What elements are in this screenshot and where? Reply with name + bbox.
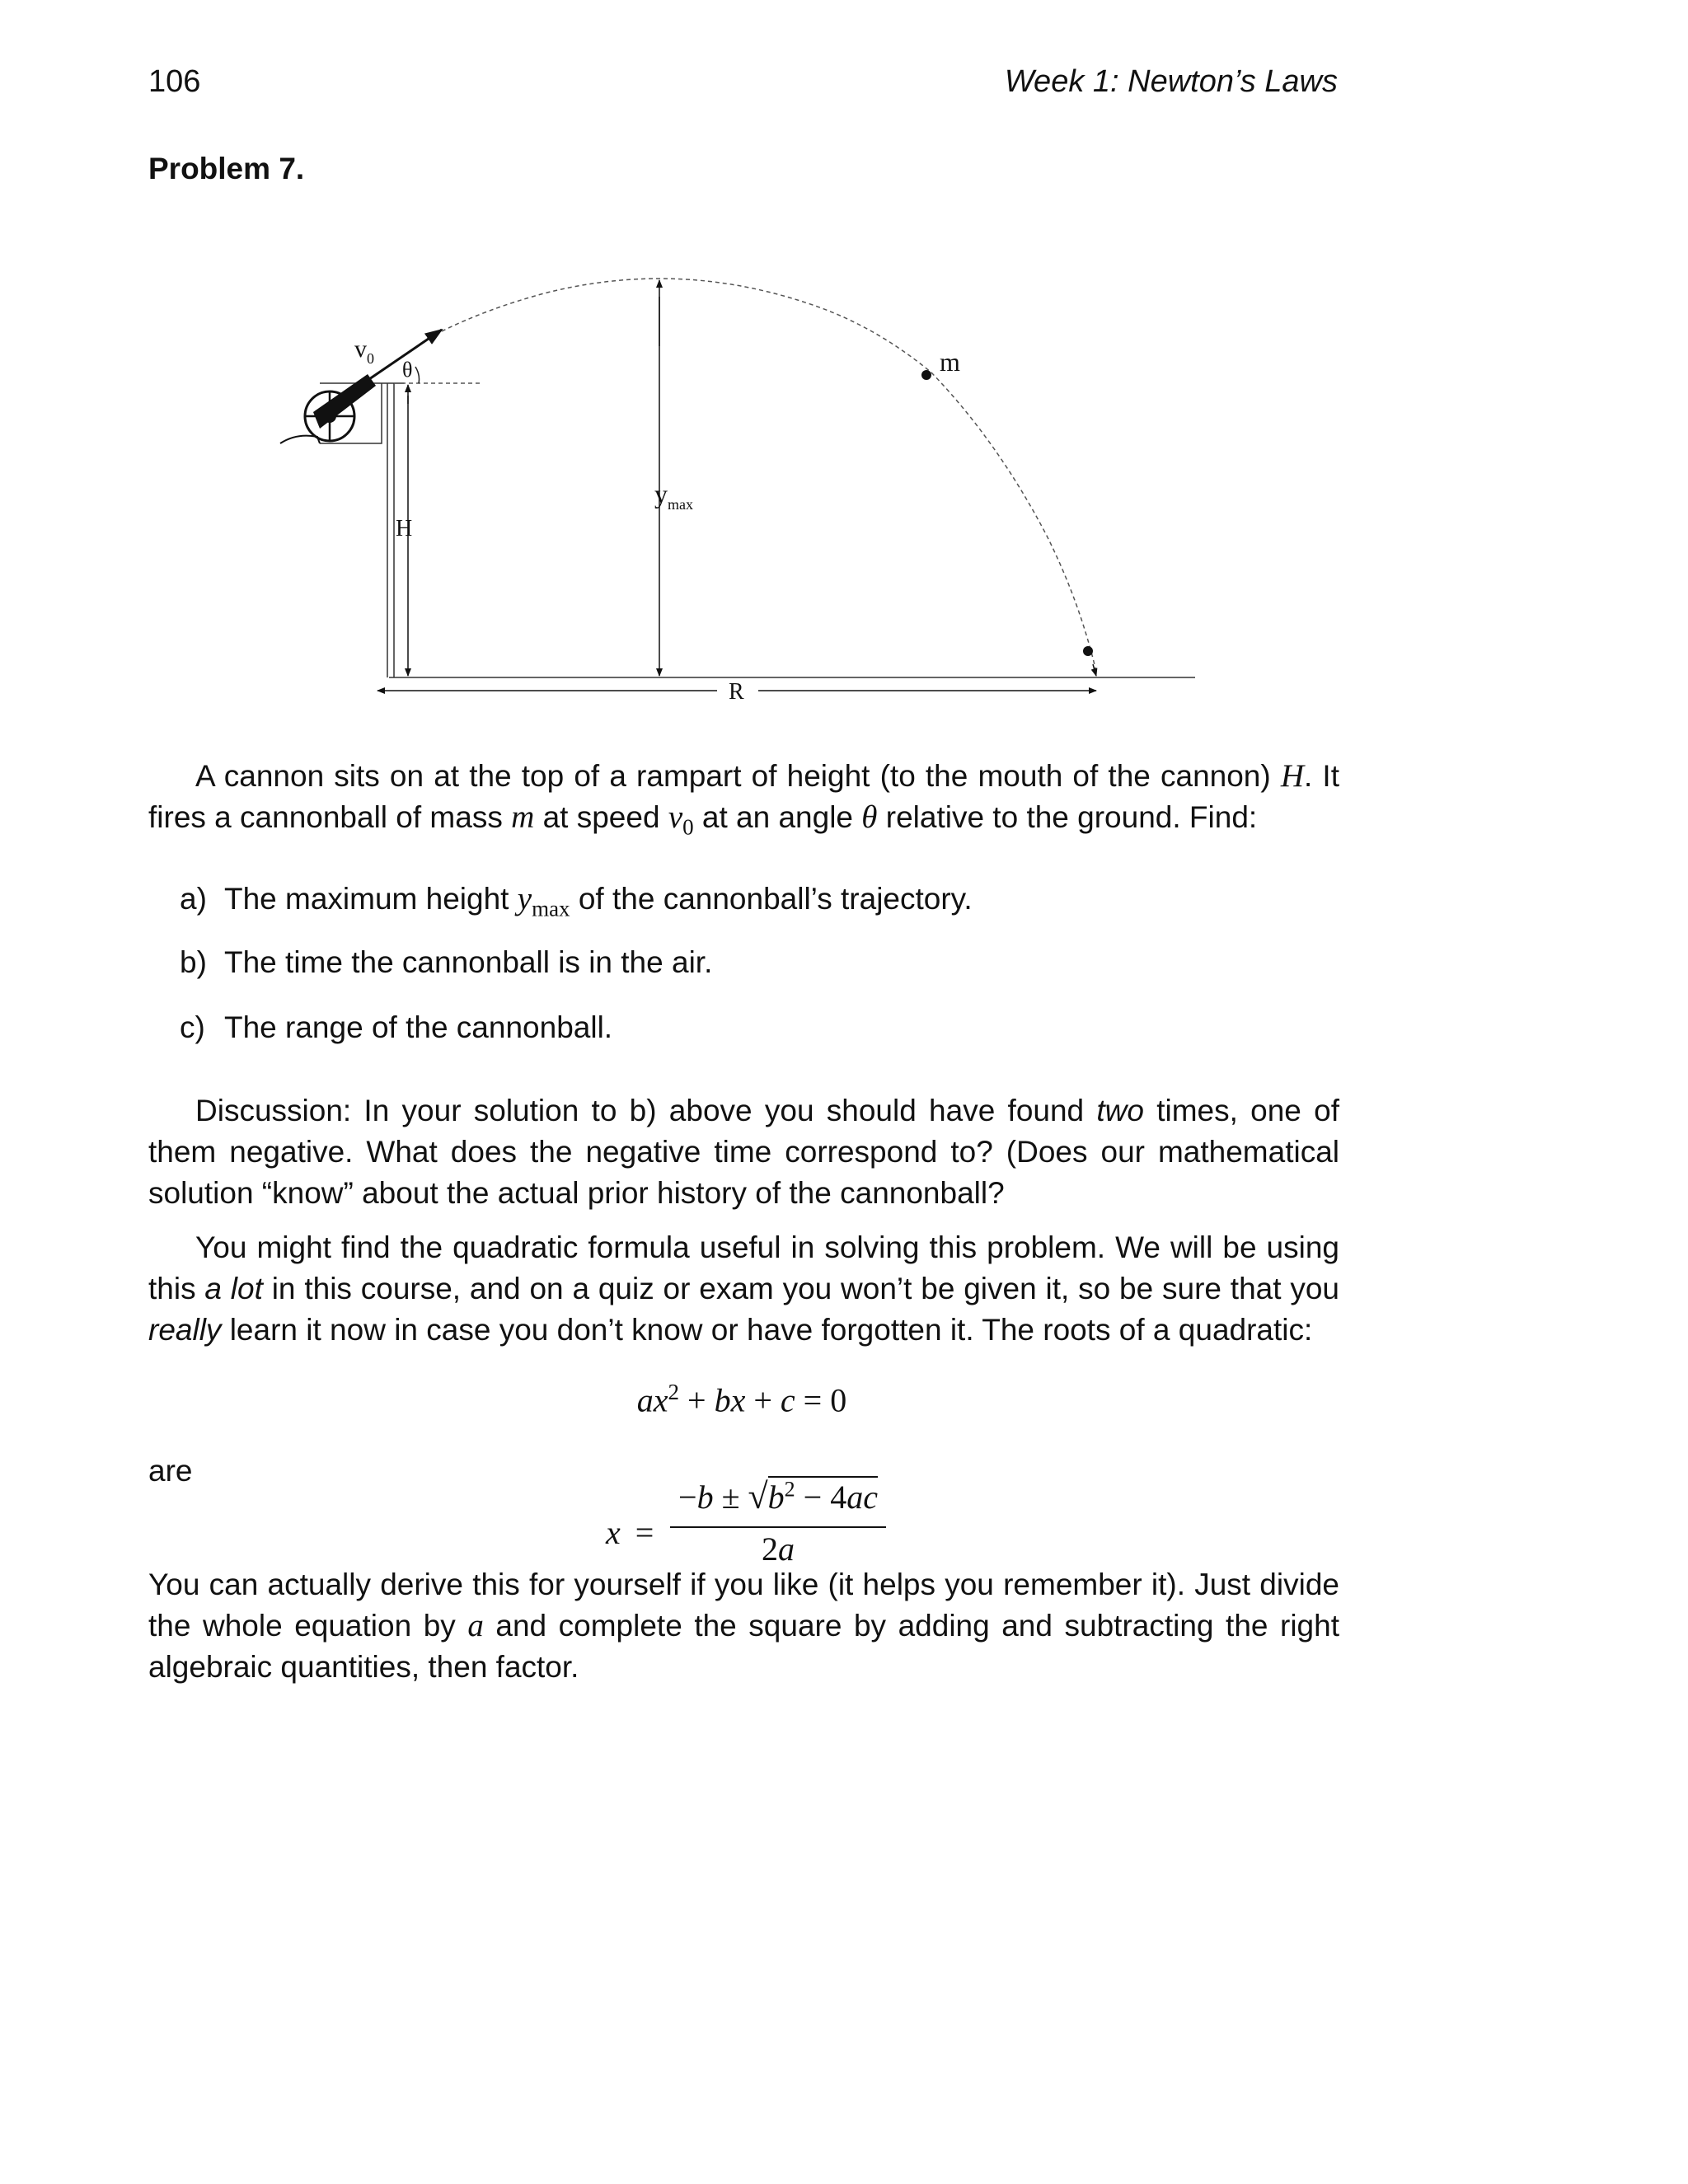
range-label: R bbox=[729, 679, 744, 705]
projectile-figure bbox=[272, 264, 1212, 725]
trajectory-curve bbox=[442, 279, 1096, 672]
formula-numerator: $-b \pm √b^2 - 4ac$ bbox=[678, 1476, 878, 1516]
quadratic-equation: $ax^2$ + bx + c = 0 bbox=[636, 1380, 847, 1419]
cannon-barrel bbox=[313, 374, 376, 429]
conclusion-paragraph: You can actually derive this for yourself if you like (it helps you remember it). Just divide the whole equation by a and complete the square by adding and subtracting the right algebraic quantities, then factor. bbox=[148, 1568, 1339, 1684]
v0-label: $v_0$ bbox=[354, 335, 374, 367]
ymax-label: $y_{max}$ bbox=[654, 479, 693, 513]
cannon-wheel-support bbox=[280, 436, 320, 443]
are-text: are bbox=[148, 1454, 193, 1488]
formula-denominator: 2a bbox=[762, 1530, 795, 1568]
mass-label: m bbox=[940, 347, 960, 377]
cannonball-landing bbox=[1083, 646, 1093, 656]
cannonball-midair bbox=[921, 370, 931, 380]
fraction-bar bbox=[670, 1526, 886, 1528]
discussion-paragraph: Discussion: In your solution to b) above you should have found two times, one of them negative. What does the negative time correspond to? (Does our mathematical solution “know” about the actual prior history of the cannonball? bbox=[148, 1094, 1339, 1210]
question-b: b) The time the cannonball is in the air. bbox=[180, 945, 713, 979]
intro-paragraph: A cannon sits on at the top of a rampart of height (to the mouth of the cannon) H. It fires a cannonball of mass m at speed $v_0$ at an angle θ relative to the ground. Find: bbox=[148, 758, 1339, 840]
question-c: c) The range of the cannonball. bbox=[180, 1010, 613, 1044]
page-number: 106 bbox=[148, 64, 201, 99]
sqrt-symbol: √ bbox=[748, 1476, 768, 1516]
theta-label: θ bbox=[402, 358, 413, 382]
theta-arc bbox=[415, 367, 420, 383]
problem-title: Problem 7. bbox=[148, 152, 305, 185]
quadratic-paragraph: You might find the quadratic formula useful in solving this problem. We will be using this a lot in this course, and on a quiz or exam you won’t be given it, so be sure that you really learn it now in case you don’t know or have forgotten it. The roots of a quadratic: bbox=[148, 1230, 1339, 1347]
formula-lhs: x = bbox=[606, 1514, 654, 1551]
height-label: H bbox=[396, 516, 413, 541]
question-a: a) The maximum height $y_{max}$ of the cannonball’s trajectory. bbox=[180, 881, 973, 921]
radicand: $b^2 - 4ac$ bbox=[767, 1477, 878, 1516]
chapter-title: Week 1: Newton’s Laws bbox=[1004, 64, 1338, 99]
